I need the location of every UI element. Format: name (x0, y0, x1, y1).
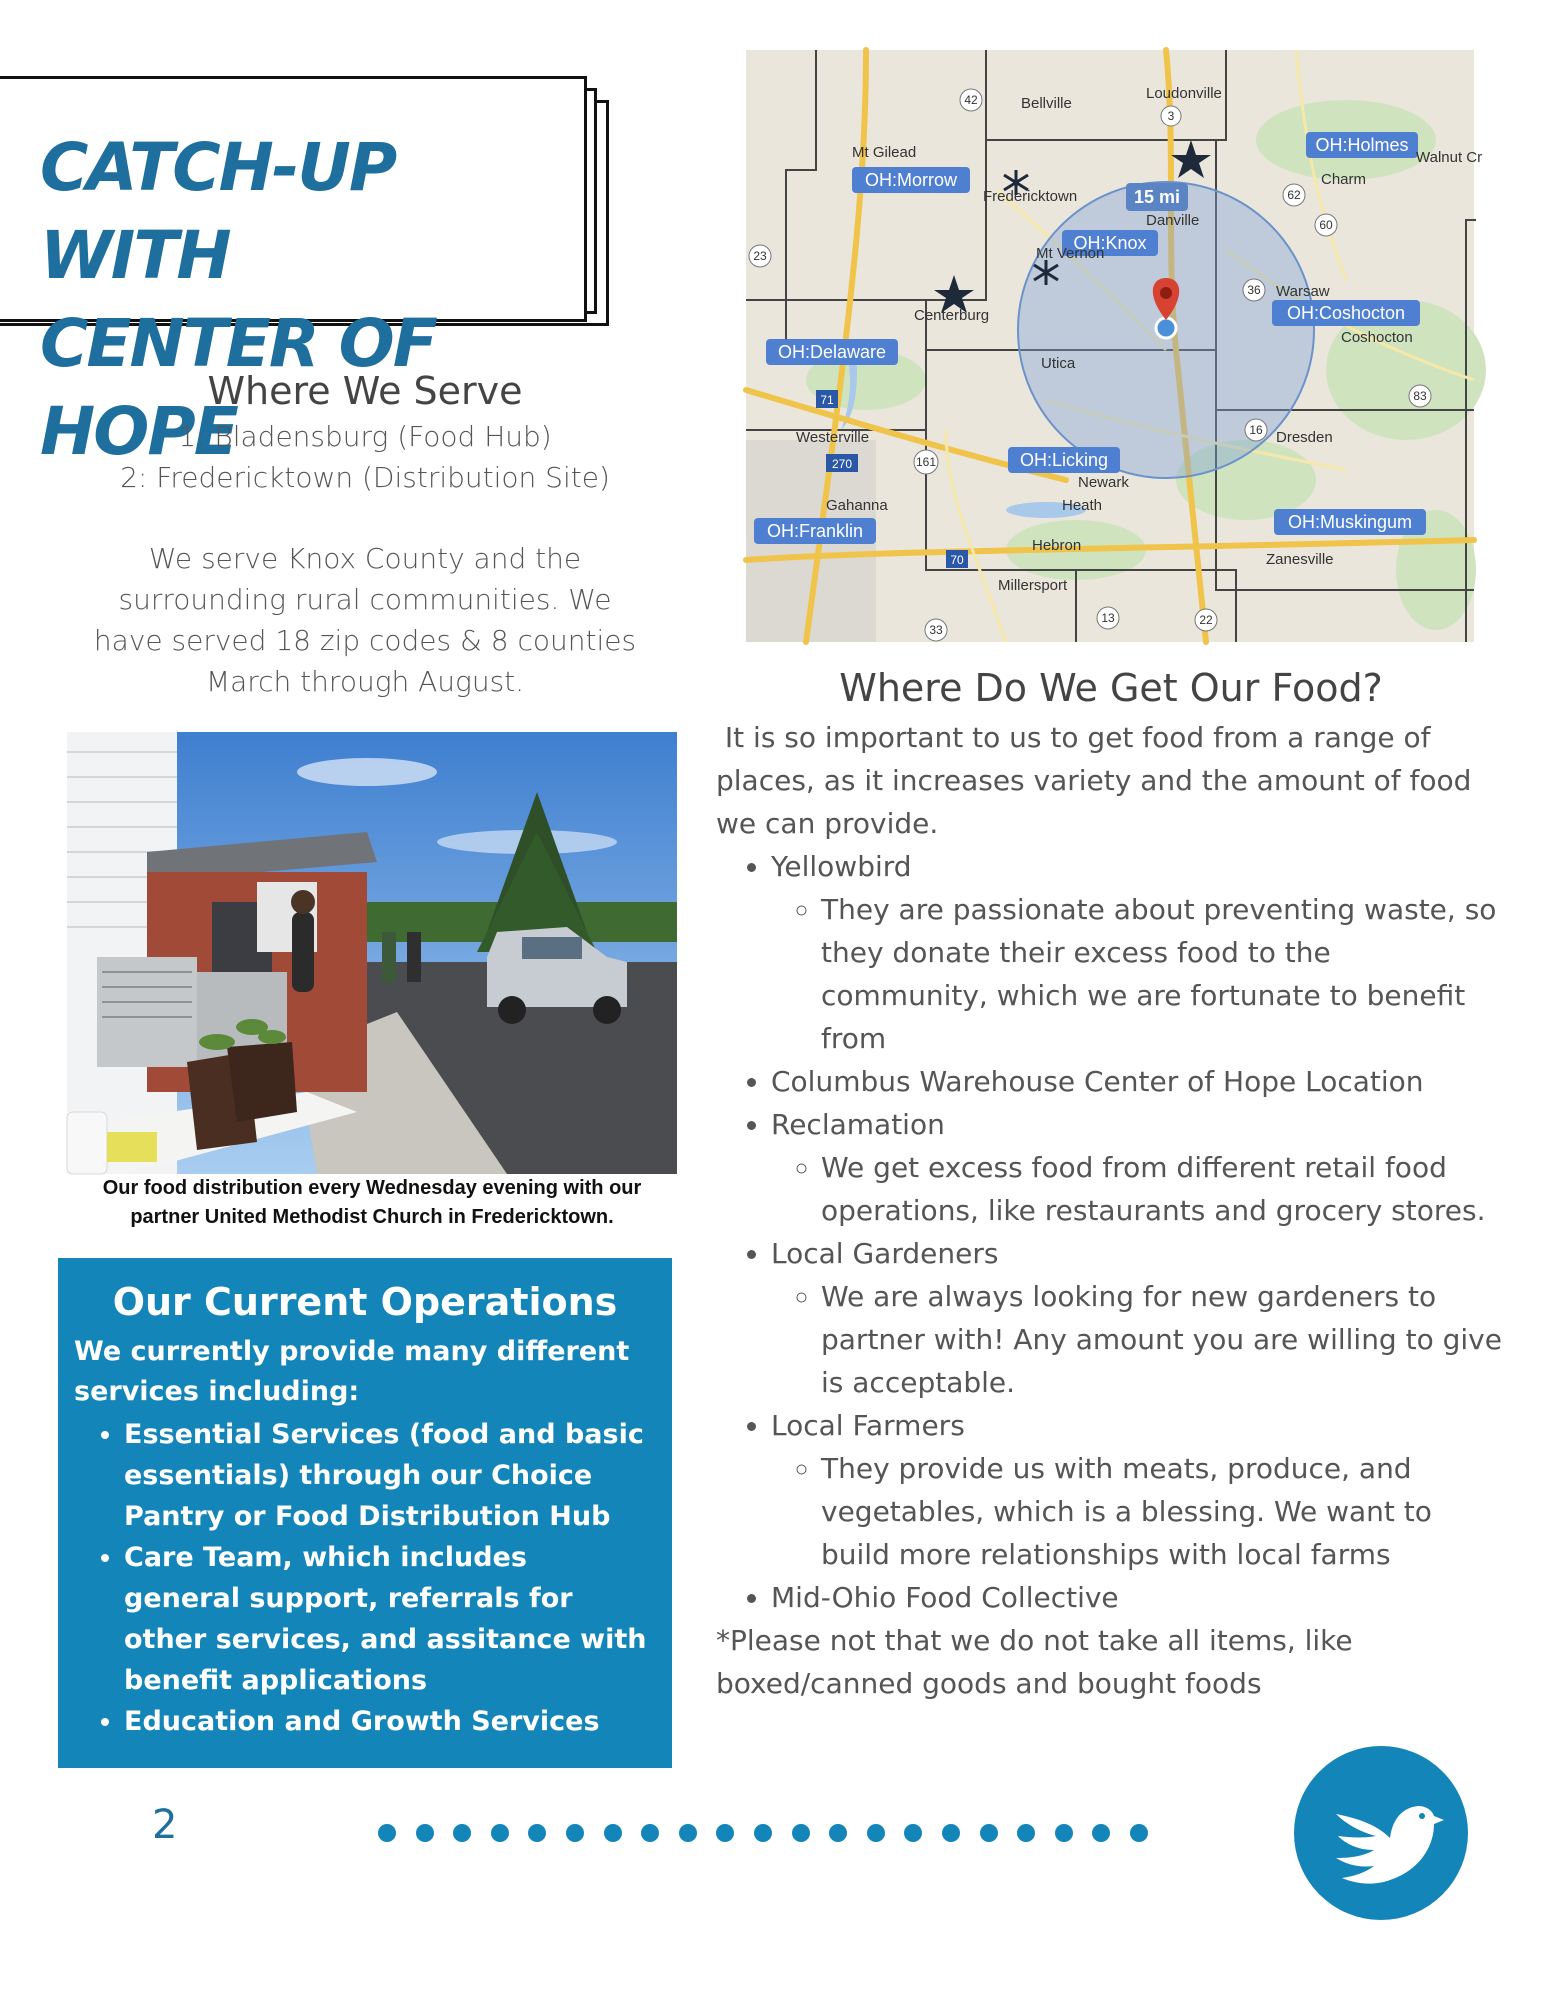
where-we-serve-section (60, 366, 670, 702)
map-town-label: Mt Vernon (1036, 245, 1105, 262)
food-source-item (771, 1060, 1506, 1103)
route-shield: 62 (1287, 188, 1301, 202)
food-source-item (771, 1404, 1506, 1576)
map-town-label: Hebron (1032, 537, 1082, 554)
serve-paragraph-line-4: March through August. (205, 665, 525, 698)
food-sources-section (716, 660, 1506, 1705)
food-source-detail: ◦ They are passionate about preventing waste, so they donate their excess food to the community, which we are fortunate to benefit from (821, 888, 1506, 1060)
decorative-dot (679, 1824, 697, 1842)
map-town-label: Danville (1146, 212, 1200, 229)
route-shield: 23 (753, 249, 767, 263)
decorative-dot-row (378, 1824, 1138, 1844)
map-town-label: Mt Gilead (852, 144, 917, 161)
route-shield: 70 (950, 553, 964, 567)
photo-caption (55, 1174, 689, 1232)
route-shield: 161 (915, 455, 937, 469)
route-shield: 83 (1413, 389, 1427, 403)
map-radius-label: 15 mi (1133, 187, 1181, 207)
map-town-label: Westerville (796, 429, 870, 446)
serve-paragraph-line-2: surrounding rural communities. We (118, 583, 612, 616)
decorative-dot (1092, 1824, 1110, 1842)
serve-paragraph-line-3: have served 18 zip codes & 8 counties (93, 624, 637, 657)
food-lead: It is so important to us to get food from a range of places, as it increases variety and the amount of food we can provide. (716, 721, 1481, 840)
decorative-dot (829, 1824, 847, 1842)
page-number: 2 (152, 1802, 178, 1848)
serve-paragraph-line-1: We serve Knox County and the (148, 542, 582, 575)
map-town-label: Utica (1041, 355, 1076, 372)
map-town-label: Dresden (1276, 429, 1333, 446)
operations-item: • Education and Growth Services (124, 1701, 652, 1742)
food-source-name: Reclamation (771, 1108, 945, 1141)
photo-caption-line-2: partner United Methodist Church in Fredericktown. (130, 1206, 614, 1228)
food-sources-list (716, 845, 1506, 1619)
dove-logo-icon (1294, 1746, 1468, 1920)
food-source-name: Yellowbird (771, 850, 912, 883)
operations-list (58, 1414, 672, 1742)
map-town-label: Loudonville (1146, 85, 1222, 102)
decorative-dot (378, 1824, 396, 1842)
map-town-label: Gahanna (826, 497, 888, 514)
decorative-dot (716, 1824, 734, 1842)
title-line-2: CENTER OF HOPE (40, 305, 436, 470)
service-area-map (746, 50, 1483, 642)
operations-item: • Essential Services (food and basic essentials) through our Choice Pantry or Food Distribution Hub (124, 1414, 652, 1537)
map-county-label: OH:Knox (1073, 233, 1147, 253)
route-shield: 36 (1247, 283, 1261, 297)
decorative-dot (942, 1824, 960, 1842)
food-source-name: Columbus Warehouse Center of Hope Location (771, 1065, 1424, 1098)
operations-heading: Our Current Operations (112, 1280, 618, 1324)
decorative-dot (904, 1824, 922, 1842)
map-town-label: Charm (1321, 171, 1367, 188)
food-source-item (771, 845, 1506, 1060)
map-county-label: OH:Holmes (1315, 135, 1409, 155)
decorative-dot (1055, 1824, 1073, 1842)
map-town-label: Warsaw (1276, 283, 1330, 300)
map-town-label: Walnut Cr (1416, 149, 1483, 166)
map-town-label: Millersport (998, 577, 1068, 594)
decorative-dot (1017, 1824, 1035, 1842)
map-county-label: OH:Coshocton (1286, 303, 1406, 323)
map-county-label: OH:Delaware (777, 342, 887, 362)
map-town-label: Zanesville (1266, 551, 1334, 568)
food-source-detail: ◦ We get excess food from different retail food operations, like restaurants and grocery stores. (821, 1146, 1506, 1232)
map-town-label: Bellville (1021, 95, 1072, 112)
route-shield: 3 (1167, 109, 1175, 123)
decorative-dot (416, 1824, 434, 1842)
route-shield: 16 (1249, 423, 1263, 437)
map-county-label: OH:Franklin (766, 521, 864, 541)
map-town-label: Fredericktown (983, 188, 1078, 205)
operations-item: • Care Team, which includes general support, referrals for other services, and assitance with benefit applications (124, 1537, 652, 1701)
current-operations-box (58, 1258, 672, 1768)
map-county-label: OH:Morrow (864, 170, 958, 190)
route-shield: 42 (964, 93, 978, 107)
food-source-name: Local Farmers (771, 1409, 965, 1442)
decorative-dot (641, 1824, 659, 1842)
decorative-dot (566, 1824, 584, 1842)
serve-site-2: 2: Fredericktown (Distribution Site) (120, 461, 610, 494)
serve-site-1: 1: Bladensburg (Food Hub) (178, 420, 552, 453)
food-source-item (771, 1103, 1506, 1232)
decorative-dot (1130, 1824, 1148, 1842)
route-shield: 60 (1319, 218, 1333, 232)
map-county-label: OH:Licking (1019, 450, 1109, 470)
decorative-dot (754, 1824, 772, 1842)
route-shield: 71 (820, 393, 834, 407)
map-town-label: Centerburg (914, 307, 990, 324)
decorative-dot (980, 1824, 998, 1842)
decorative-dot (604, 1824, 622, 1842)
title-line-1: CATCH-UP WITH (40, 129, 396, 294)
photo-caption-line-1: Our food distribution every Wednesday evening with our (102, 1177, 642, 1199)
decorative-dot (528, 1824, 546, 1842)
route-shield: 270 (831, 457, 853, 471)
food-source-name: Mid-Ohio Food Collective (771, 1581, 1119, 1614)
food-heading: Where Do We Get Our Food? (839, 666, 1383, 710)
map-town-label: Heath (1062, 497, 1103, 514)
decorative-dot (453, 1824, 471, 1842)
route-shield: 22 (1199, 613, 1213, 627)
operations-intro: We currently provide many different services including: (74, 1336, 630, 1407)
food-source-name: Local Gardeners (771, 1237, 999, 1270)
decorative-dot (867, 1824, 885, 1842)
map-town-label: Coshocton (1341, 329, 1413, 346)
food-note: *Please not that we do not take all items, like boxed/canned goods and bought foods (716, 1624, 1353, 1700)
food-source-detail: ◦ We are always looking for new gardeners to partner with! Any amount you are willing to give is acceptable. (821, 1275, 1506, 1404)
map-town-label: Newark (1078, 474, 1129, 491)
distribution-photo (67, 732, 677, 1174)
route-shield: 33 (929, 623, 943, 637)
serve-heading: Where We Serve (207, 369, 523, 413)
food-source-item (771, 1576, 1506, 1619)
decorative-dot (792, 1824, 810, 1842)
route-shield: 13 (1101, 611, 1115, 625)
map-county-label: OH:Muskingum (1287, 512, 1413, 532)
decorative-dot (491, 1824, 509, 1842)
food-source-detail: ◦ They provide us with meats, produce, and vegetables, which is a blessing. We want to build more relationships with local farms (821, 1447, 1506, 1576)
food-source-item (771, 1232, 1506, 1404)
